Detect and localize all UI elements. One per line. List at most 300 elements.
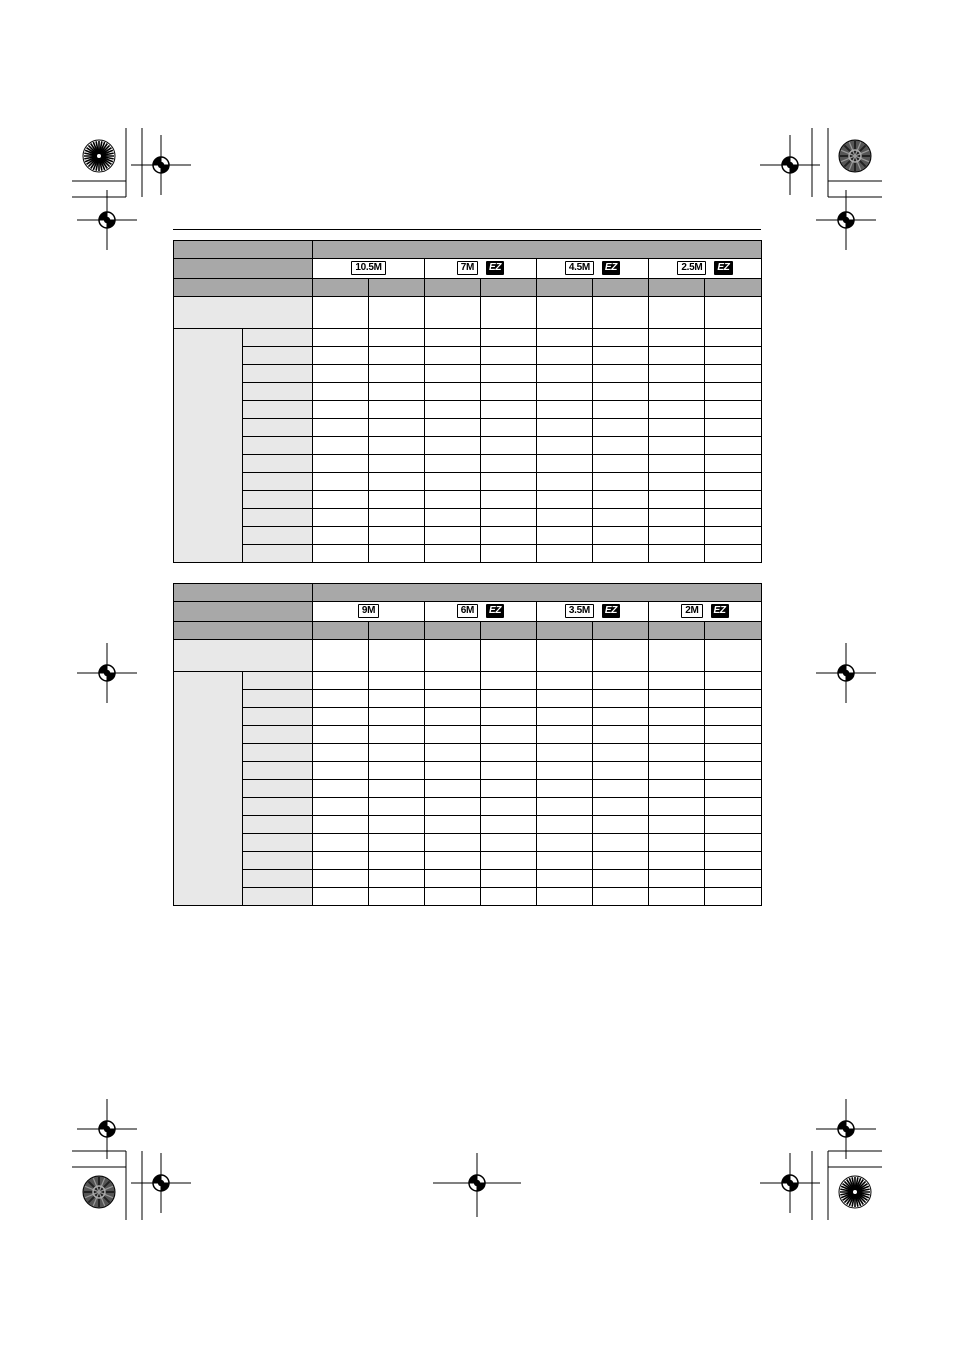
table-cell bbox=[593, 816, 649, 834]
table-row bbox=[174, 726, 762, 744]
table-cell bbox=[649, 672, 705, 690]
table-cell bbox=[425, 816, 481, 834]
table-row bbox=[174, 816, 762, 834]
table-cell bbox=[649, 383, 705, 401]
table-cell bbox=[537, 347, 593, 365]
table-cell bbox=[705, 690, 762, 708]
table-cell bbox=[593, 455, 649, 473]
picture-size-icon: 9M bbox=[358, 604, 379, 618]
table-row bbox=[174, 527, 762, 545]
table-cell bbox=[369, 383, 425, 401]
table-cell bbox=[174, 259, 313, 279]
table-cell bbox=[705, 491, 762, 509]
table-cell bbox=[481, 622, 537, 640]
table-cell bbox=[593, 852, 649, 870]
table-cell bbox=[313, 419, 369, 437]
table-cell bbox=[649, 798, 705, 816]
table-cell bbox=[313, 347, 369, 365]
registration-mark-icon bbox=[131, 135, 191, 195]
table-cell bbox=[593, 279, 649, 297]
size-cell bbox=[425, 602, 537, 622]
table-row bbox=[174, 365, 762, 383]
table-cell bbox=[649, 437, 705, 455]
table-cell bbox=[174, 622, 313, 640]
table-cell bbox=[425, 491, 481, 509]
table-cell bbox=[369, 527, 425, 545]
table-cell bbox=[313, 622, 369, 640]
table-cell bbox=[481, 672, 537, 690]
size-cell bbox=[313, 259, 425, 279]
extended-zoom-icon: EZ bbox=[711, 604, 729, 618]
table-cell bbox=[425, 297, 481, 329]
table-cell bbox=[243, 437, 313, 455]
table-cell bbox=[425, 383, 481, 401]
table-cell bbox=[593, 419, 649, 437]
table-row bbox=[174, 297, 762, 329]
table-cell bbox=[369, 473, 425, 491]
table-cell bbox=[481, 780, 537, 798]
table-cell bbox=[313, 708, 369, 726]
table-cell bbox=[369, 762, 425, 780]
table-cell bbox=[369, 690, 425, 708]
table-cell bbox=[481, 347, 537, 365]
table-cell bbox=[481, 383, 537, 401]
table-cell bbox=[313, 780, 369, 798]
table-cell bbox=[174, 640, 313, 672]
table-cell bbox=[593, 888, 649, 906]
table-row bbox=[174, 329, 762, 347]
table-cell bbox=[425, 780, 481, 798]
table-cell bbox=[593, 708, 649, 726]
table-row bbox=[174, 491, 762, 509]
table-cell bbox=[369, 870, 425, 888]
table-cell bbox=[537, 744, 593, 762]
table-cell bbox=[313, 834, 369, 852]
registration-mark-icon bbox=[131, 1153, 191, 1213]
table-cell bbox=[481, 726, 537, 744]
table-cell bbox=[369, 297, 425, 329]
table-cell bbox=[481, 419, 537, 437]
table-2-body bbox=[174, 584, 762, 906]
table-cell bbox=[649, 491, 705, 509]
table-cell bbox=[537, 852, 593, 870]
table-cell bbox=[705, 744, 762, 762]
table-cell bbox=[649, 780, 705, 798]
table-cell bbox=[593, 780, 649, 798]
table-cell bbox=[537, 545, 593, 563]
table-cell bbox=[649, 527, 705, 545]
color-wheel-dark-icon bbox=[83, 1176, 115, 1208]
table-cell bbox=[313, 241, 762, 259]
spec-table-1 bbox=[173, 240, 762, 563]
spec-table-2 bbox=[173, 583, 762, 906]
table-cell bbox=[705, 780, 762, 798]
table-row bbox=[174, 584, 762, 602]
table-cell bbox=[243, 888, 313, 906]
registration-mark-icon bbox=[77, 643, 137, 703]
table-cell bbox=[243, 383, 313, 401]
table-row bbox=[174, 870, 762, 888]
table-cell bbox=[705, 708, 762, 726]
table-cell bbox=[425, 473, 481, 491]
table-cell bbox=[481, 834, 537, 852]
table-cell bbox=[537, 329, 593, 347]
table-cell bbox=[313, 640, 369, 672]
table-cell bbox=[649, 726, 705, 744]
table-cell bbox=[705, 672, 762, 690]
table-cell bbox=[537, 622, 593, 640]
table-cell bbox=[425, 622, 481, 640]
table-cell bbox=[537, 690, 593, 708]
table-cell bbox=[425, 708, 481, 726]
table-cell bbox=[243, 834, 313, 852]
table-cell bbox=[313, 365, 369, 383]
extended-zoom-icon: EZ bbox=[602, 604, 620, 618]
table-cell bbox=[313, 888, 369, 906]
table-cell bbox=[649, 347, 705, 365]
table-cell bbox=[593, 383, 649, 401]
table-cell bbox=[313, 491, 369, 509]
table-1-body bbox=[174, 241, 762, 563]
table-row bbox=[174, 762, 762, 780]
table-cell bbox=[593, 509, 649, 527]
table-cell bbox=[649, 888, 705, 906]
table-cell bbox=[481, 798, 537, 816]
table-cell bbox=[537, 816, 593, 834]
table-cell bbox=[481, 329, 537, 347]
table-cell bbox=[481, 870, 537, 888]
table-cell bbox=[481, 509, 537, 527]
table-cell bbox=[537, 419, 593, 437]
table-row bbox=[174, 383, 762, 401]
table-row bbox=[174, 852, 762, 870]
table-cell bbox=[481, 852, 537, 870]
table-cell bbox=[425, 329, 481, 347]
table-cell bbox=[313, 455, 369, 473]
table-cell bbox=[537, 798, 593, 816]
table-cell bbox=[649, 545, 705, 563]
table-cell bbox=[705, 545, 762, 563]
table-cell bbox=[243, 708, 313, 726]
table-cell bbox=[705, 329, 762, 347]
table-cell bbox=[537, 491, 593, 509]
table-cell bbox=[313, 383, 369, 401]
picture-size-icon: 2M bbox=[681, 604, 702, 618]
table-cell bbox=[369, 888, 425, 906]
table-cell bbox=[369, 622, 425, 640]
table-cell bbox=[313, 329, 369, 347]
registration-mark-icon bbox=[433, 1153, 521, 1217]
table-cell bbox=[313, 279, 369, 297]
table-cell bbox=[481, 888, 537, 906]
table-cell bbox=[537, 365, 593, 383]
table-cell bbox=[313, 744, 369, 762]
table-cell bbox=[705, 816, 762, 834]
table-cell bbox=[705, 279, 762, 297]
table-cell bbox=[705, 527, 762, 545]
table-cell bbox=[593, 726, 649, 744]
table-cell bbox=[243, 329, 313, 347]
table-cell bbox=[649, 622, 705, 640]
table-cell bbox=[705, 888, 762, 906]
table-cell bbox=[313, 672, 369, 690]
table-cell bbox=[649, 365, 705, 383]
table-cell bbox=[481, 297, 537, 329]
table-cell bbox=[313, 762, 369, 780]
table-cell bbox=[369, 798, 425, 816]
table-row bbox=[174, 780, 762, 798]
table-cell bbox=[593, 401, 649, 419]
table-cell bbox=[593, 744, 649, 762]
size-cell bbox=[313, 602, 425, 622]
table-row bbox=[174, 455, 762, 473]
table-cell bbox=[537, 888, 593, 906]
table-row bbox=[174, 241, 762, 259]
table-row bbox=[174, 708, 762, 726]
registration-mark-icon bbox=[816, 190, 876, 250]
table-cell bbox=[425, 798, 481, 816]
size-cell bbox=[425, 259, 537, 279]
table-row bbox=[174, 437, 762, 455]
table-cell bbox=[425, 852, 481, 870]
picture-size-icon: 3.5M bbox=[565, 604, 594, 618]
table-cell bbox=[593, 762, 649, 780]
registration-mark-icon bbox=[77, 190, 137, 250]
picture-size-icon: 2.5M bbox=[677, 261, 706, 275]
table-row bbox=[174, 347, 762, 365]
table-cell bbox=[369, 545, 425, 563]
table-cell bbox=[369, 852, 425, 870]
table-cell bbox=[705, 640, 762, 672]
registration-mark-icon bbox=[77, 1099, 137, 1159]
size-cell bbox=[649, 259, 762, 279]
table-cell bbox=[481, 708, 537, 726]
table-cell bbox=[593, 798, 649, 816]
table-cell bbox=[705, 726, 762, 744]
table-cell bbox=[313, 527, 369, 545]
table-cell bbox=[481, 365, 537, 383]
table-cell bbox=[537, 279, 593, 297]
picture-size-row bbox=[174, 259, 762, 279]
table-cell bbox=[243, 455, 313, 473]
table-cell bbox=[369, 672, 425, 690]
table-cell bbox=[705, 297, 762, 329]
table-row bbox=[174, 672, 762, 690]
table-cell bbox=[369, 419, 425, 437]
table-cell bbox=[313, 816, 369, 834]
table-cell bbox=[313, 852, 369, 870]
table-row bbox=[174, 640, 762, 672]
table-row bbox=[174, 622, 762, 640]
color-wheel-icon bbox=[83, 140, 115, 172]
registration-mark-icon bbox=[816, 1099, 876, 1159]
table-cell bbox=[425, 455, 481, 473]
table-cell bbox=[705, 365, 762, 383]
picture-size-icon: 4.5M bbox=[565, 261, 594, 275]
extended-zoom-icon: EZ bbox=[486, 261, 504, 275]
table-cell bbox=[481, 455, 537, 473]
table-cell bbox=[243, 780, 313, 798]
picture-size-icon: 10.5M bbox=[351, 261, 385, 275]
table-cell bbox=[593, 672, 649, 690]
table-cell bbox=[481, 401, 537, 419]
table-cell bbox=[537, 297, 593, 329]
table-cell bbox=[649, 640, 705, 672]
table-cell bbox=[593, 365, 649, 383]
table-cell bbox=[243, 473, 313, 491]
table-cell bbox=[425, 347, 481, 365]
table-cell bbox=[243, 527, 313, 545]
registration-mark-icon bbox=[816, 643, 876, 703]
table-cell bbox=[369, 455, 425, 473]
table-cell bbox=[537, 762, 593, 780]
table-cell bbox=[243, 762, 313, 780]
table-cell bbox=[481, 545, 537, 563]
table-cell bbox=[243, 545, 313, 563]
table-cell bbox=[593, 640, 649, 672]
table-cell bbox=[705, 473, 762, 491]
table-cell bbox=[649, 852, 705, 870]
table-cell bbox=[313, 726, 369, 744]
table-cell bbox=[705, 798, 762, 816]
table-cell bbox=[174, 279, 313, 297]
extended-zoom-icon: EZ bbox=[486, 604, 504, 618]
table-cell bbox=[243, 347, 313, 365]
table-cell bbox=[649, 455, 705, 473]
table-cell bbox=[313, 545, 369, 563]
table-cell bbox=[243, 401, 313, 419]
table-cell bbox=[649, 297, 705, 329]
table-cell bbox=[425, 690, 481, 708]
table-cell bbox=[243, 744, 313, 762]
table-row bbox=[174, 419, 762, 437]
table-cell bbox=[481, 640, 537, 672]
table-row bbox=[174, 690, 762, 708]
table-cell bbox=[705, 834, 762, 852]
table-cell bbox=[243, 798, 313, 816]
table-cell bbox=[481, 816, 537, 834]
picture-size-icon: 7M bbox=[457, 261, 478, 275]
table-cell bbox=[481, 279, 537, 297]
table-cell bbox=[705, 437, 762, 455]
table-cell bbox=[593, 437, 649, 455]
table-cell bbox=[537, 780, 593, 798]
picture-size-icon: 6M bbox=[457, 604, 478, 618]
table-cell bbox=[425, 672, 481, 690]
table-cell bbox=[593, 690, 649, 708]
table-cell bbox=[537, 437, 593, 455]
table-cell bbox=[243, 509, 313, 527]
table-row bbox=[174, 473, 762, 491]
table-cell bbox=[649, 708, 705, 726]
table-cell bbox=[174, 584, 313, 602]
table-cell bbox=[243, 365, 313, 383]
table-cell bbox=[369, 640, 425, 672]
table-cell bbox=[174, 297, 313, 329]
table-cell bbox=[243, 672, 313, 690]
table-cell bbox=[425, 726, 481, 744]
registration-mark-icon bbox=[760, 135, 820, 195]
table-cell bbox=[313, 798, 369, 816]
table-cell bbox=[243, 816, 313, 834]
table-cell bbox=[537, 527, 593, 545]
table-cell bbox=[425, 762, 481, 780]
table-cell bbox=[369, 816, 425, 834]
table-cell bbox=[593, 834, 649, 852]
table-cell bbox=[649, 690, 705, 708]
table-cell bbox=[369, 509, 425, 527]
table-cell bbox=[537, 708, 593, 726]
table-cell bbox=[537, 640, 593, 672]
table-cell bbox=[537, 672, 593, 690]
table-cell bbox=[243, 870, 313, 888]
extended-zoom-icon: EZ bbox=[602, 261, 620, 275]
table-cell bbox=[313, 473, 369, 491]
table-cell bbox=[705, 852, 762, 870]
table-cell bbox=[369, 401, 425, 419]
table-cell bbox=[425, 509, 481, 527]
table-cell bbox=[313, 509, 369, 527]
table-cell bbox=[649, 762, 705, 780]
table-cell bbox=[243, 419, 313, 437]
table-cell bbox=[593, 622, 649, 640]
table-cell bbox=[369, 491, 425, 509]
table-cell bbox=[705, 455, 762, 473]
table-cell bbox=[425, 419, 481, 437]
table-cell bbox=[313, 401, 369, 419]
table-cell bbox=[537, 455, 593, 473]
table-cell bbox=[481, 473, 537, 491]
table-cell bbox=[705, 401, 762, 419]
table-cell bbox=[593, 329, 649, 347]
table-cell bbox=[705, 419, 762, 437]
table-cell bbox=[705, 622, 762, 640]
table-cell bbox=[243, 491, 313, 509]
size-cell bbox=[649, 602, 762, 622]
table-cell bbox=[425, 888, 481, 906]
table-cell bbox=[313, 297, 369, 329]
table-cell bbox=[705, 870, 762, 888]
table-cell bbox=[425, 640, 481, 672]
table-cell bbox=[369, 780, 425, 798]
table-cell bbox=[481, 527, 537, 545]
table-cell bbox=[593, 297, 649, 329]
table-cell bbox=[705, 347, 762, 365]
table-row bbox=[174, 888, 762, 906]
table-cell bbox=[313, 870, 369, 888]
table-cell bbox=[649, 509, 705, 527]
table-cell bbox=[649, 834, 705, 852]
table-cell bbox=[243, 726, 313, 744]
table-cell bbox=[369, 834, 425, 852]
table-cell bbox=[313, 690, 369, 708]
table-cell bbox=[425, 437, 481, 455]
table-cell bbox=[481, 744, 537, 762]
table-cell bbox=[649, 419, 705, 437]
table-cell bbox=[174, 602, 313, 622]
table-cell bbox=[425, 545, 481, 563]
table-cell bbox=[313, 437, 369, 455]
table-cell bbox=[481, 690, 537, 708]
table-cell bbox=[174, 329, 243, 563]
picture-size-row bbox=[174, 602, 762, 622]
table-row bbox=[174, 279, 762, 297]
table-cell bbox=[174, 241, 313, 259]
table-cell bbox=[649, 870, 705, 888]
table-cell bbox=[537, 509, 593, 527]
registration-mark-icon bbox=[760, 1153, 820, 1213]
table-cell bbox=[537, 726, 593, 744]
